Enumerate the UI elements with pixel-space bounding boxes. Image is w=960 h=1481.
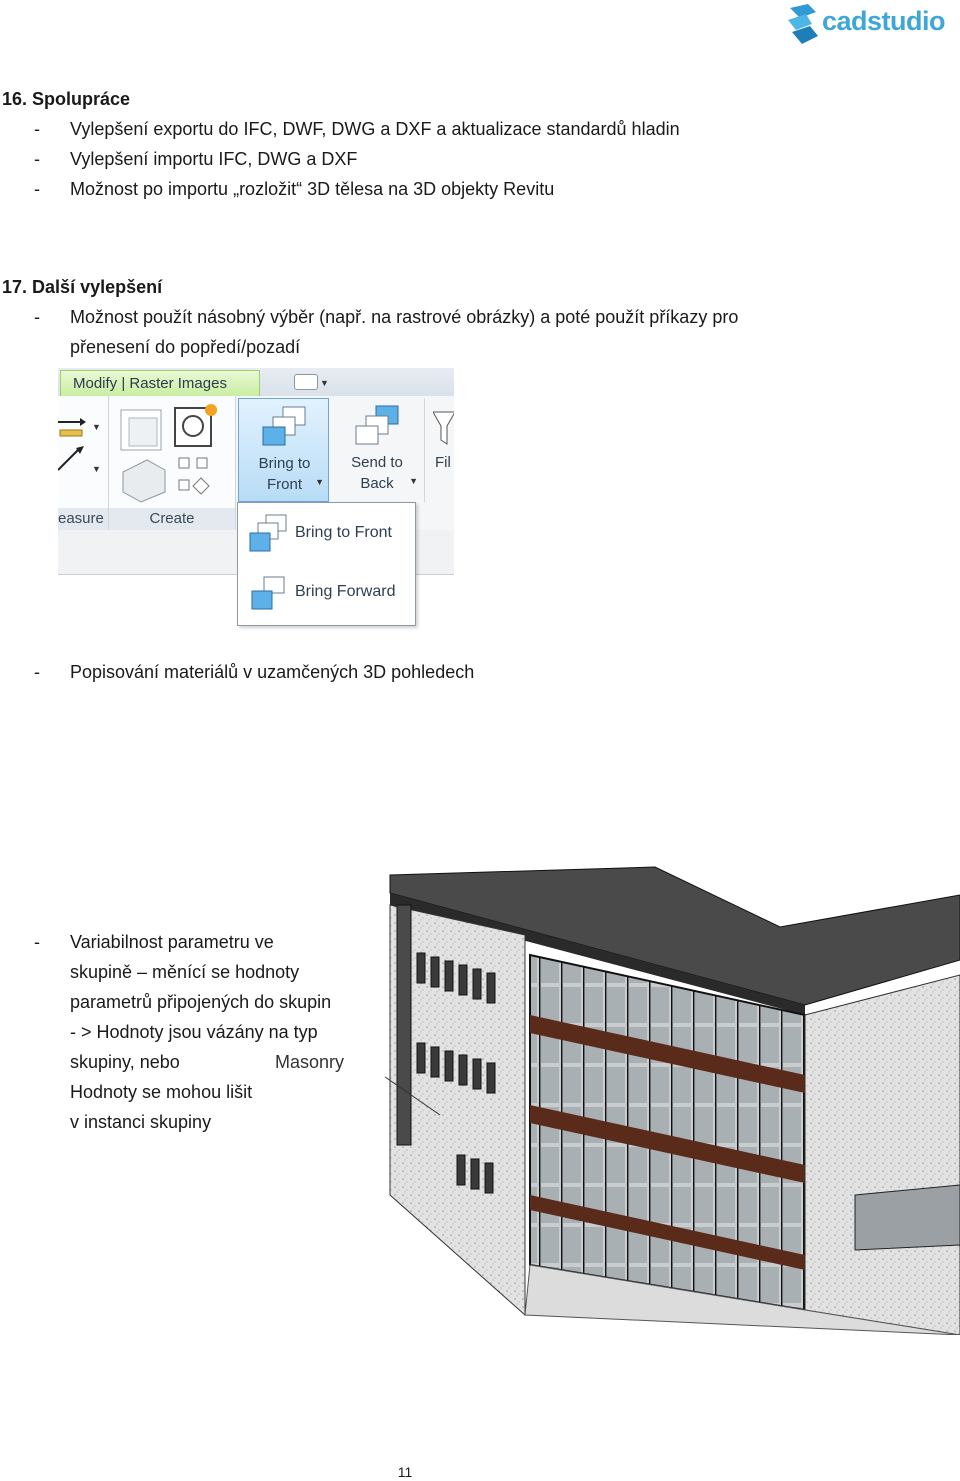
masonry-callout-label: Masonry	[275, 1052, 345, 1072]
list-item-text: Variabilnost parametru ve	[70, 932, 274, 952]
bullet-dash: -	[34, 149, 40, 169]
bullet-dash: -	[34, 932, 40, 952]
cadstudio-logo-icon	[786, 2, 822, 46]
caret-down-icon: ▼	[409, 476, 418, 486]
logo-wordmark: cadstudio	[822, 6, 946, 36]
panel-measure-label: easure	[58, 508, 108, 530]
menu-item-bring-forward[interactable]	[238, 563, 415, 623]
fill-label: Fil	[435, 454, 451, 471]
panel-measure	[58, 396, 109, 530]
section-17-title: Další vylepšení	[32, 277, 163, 297]
bring-to-front-label-line1: Bring to	[258, 455, 311, 472]
menu-item-bring-to-front[interactable]	[238, 503, 415, 563]
bring-to-front-dropdown	[237, 502, 416, 626]
section-16-heading	[2, 84, 130, 114]
list-item-continuation: skupiny, nebo	[70, 1052, 180, 1072]
list-item-continuation: - > Hodnoty jsou vázány na typ	[70, 1022, 318, 1042]
section-16-number: 16.	[2, 89, 28, 109]
list-item-continuation: přenesení do popředí/pozadí	[70, 337, 301, 357]
building-illustration	[385, 865, 960, 1335]
bring-to-front-button[interactable]	[238, 398, 329, 502]
ribbon-minimize-button[interactable]	[294, 374, 318, 390]
tab-modify-raster-images[interactable]: Modify | Raster Images	[60, 370, 260, 396]
svg-text:▼: ▼	[92, 464, 101, 474]
filter-icon	[433, 410, 454, 450]
bring-to-front-icon	[259, 405, 309, 449]
section-17-heading	[2, 272, 162, 302]
list-item-text: Možnost použít násobný výběr (např. na rastrové obrázky) a poté použít příkazy pro	[70, 307, 739, 327]
menu-item-label: Bring Forward	[295, 583, 396, 600]
list-item-text: Vylepšení importu IFC, DWG a DXF	[70, 149, 358, 169]
list-item-continuation: v instanci skupiny	[70, 1112, 212, 1132]
create-tools-icon[interactable]	[117, 402, 229, 506]
fill-button[interactable]	[424, 398, 454, 502]
caret-down-icon: ▼	[315, 477, 324, 487]
list-item-continuation: Hodnoty se mohou lišit	[70, 1082, 253, 1102]
section-16-title: Spolupráce	[32, 89, 131, 109]
send-to-back-button[interactable]	[332, 398, 422, 502]
measure-icon[interactable]	[58, 408, 106, 488]
bring-to-front-label-line2: Front	[266, 476, 302, 493]
svg-text:▼: ▼	[92, 422, 101, 432]
send-to-back-label-line2: Back	[360, 475, 394, 492]
caret-down-icon[interactable]: ▼	[320, 378, 329, 388]
panel-create	[109, 396, 236, 530]
menu-item-label: Bring to Front	[295, 524, 392, 541]
page-number: 11	[397, 1464, 413, 1480]
bring-to-front-icon	[246, 511, 290, 555]
send-to-back-label-line1: Send to	[351, 454, 403, 471]
bullet-dash: -	[34, 662, 40, 682]
section-17-number: 17.	[2, 277, 28, 297]
list-item-text: Možnost po importu „rozložit“ 3D tělesa na 3D objekty Revitu	[70, 179, 555, 199]
bullet-dash: -	[34, 179, 40, 199]
panel-create-label: Create	[109, 508, 235, 530]
bullet-dash: -	[34, 119, 40, 139]
list-item-text: Popisování materiálů v uzamčených 3D pohledech	[70, 662, 475, 682]
list-item-text: Vylepšení exportu do IFC, DWF, DWG a DXF a aktualizace standardů hladin	[70, 119, 680, 139]
bullet-dash: -	[34, 307, 40, 327]
cadstudio-logo	[786, 2, 946, 46]
list-item-continuation: skupině – měnící se hodnoty	[70, 962, 300, 982]
bring-forward-icon	[246, 571, 290, 615]
list-item-continuation: parametrů připojených do skupin	[70, 992, 332, 1012]
send-to-back-icon	[352, 404, 402, 448]
